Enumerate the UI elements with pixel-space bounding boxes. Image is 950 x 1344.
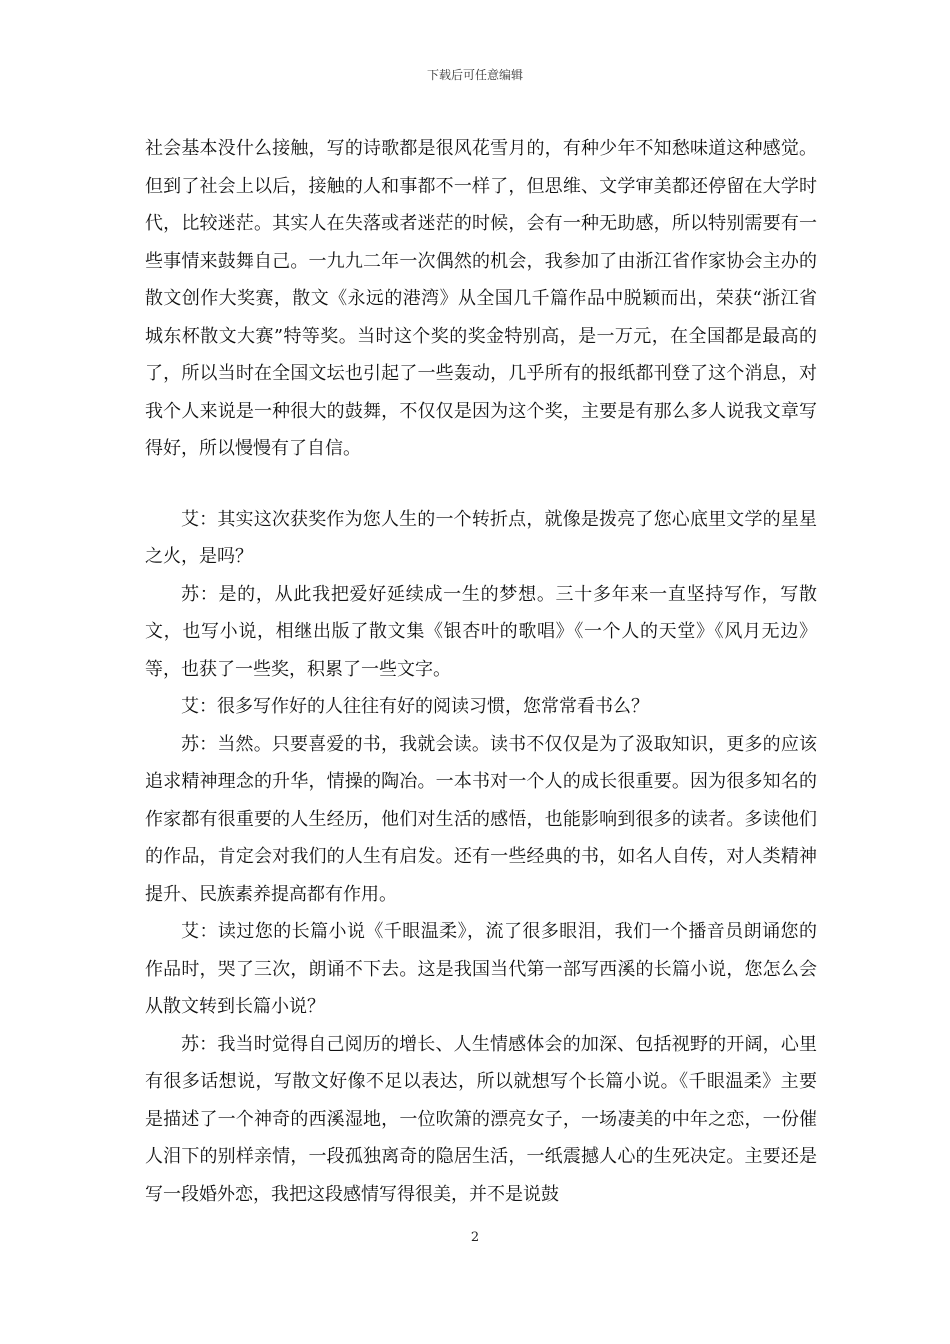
paragraph: 社会基本没什么接触，写的诗歌都是很风花雪月的，有种少年不知愁味道这种感觉。但到了社会上以后，接触的人和事都不一样了，但思维、文学审美都还停留在大学时代，比较迷茫。其实人在失落或者迷茫的时候，会有一种无助感，所以特别需要有一些事情来鼓舞自己。一九九二年一次偶然的机会，我参加了由浙江省作家协会主办的散文创作大奖赛，散文《永远的港湾》从全国几千篇作品中脱颖而出，荣获“浙江省城东杯散文大赛”特等奖。当时这个奖的奖金特别高，是一万元，在全国都是最高的了，所以当时在全国文坛也引起了一些轰动，几乎所有的报纸都刊登了这个消息，对我个人来说是一种很大的鼓舞，不仅仅是因为这个奖，主要是有那么多人说我文章写得好，所以慢慢有了自信。 (145, 138, 817, 459)
document-body (145, 130, 817, 1213)
paragraph-gap (145, 468, 817, 501)
paragraph: 艾：很多写作好的人往往有好的阅读习惯，您常常看书么？ (181, 696, 649, 717)
paragraph: 苏：是的，从此我把爱好延续成一生的梦想。三十多年来一直坚持写作，写散文，也写小说，相继出版了散文集《银杏叶的歌唱》《一个人的天堂》《风月无边》等，也获了一些奖，积累了一些文字。 (145, 583, 817, 680)
page-number: 2 (470, 1230, 480, 1245)
paragraph: 艾：其实这次获奖作为您人生的一个转折点，就像是拨亮了您心底里文学的星星之火，是吗？ (145, 508, 817, 567)
paragraph: 艾：读过您的长篇小说《千眼温柔》，流了很多眼泪，我们一个播音员朗诵您的作品时，哭了三次，朗诵不下去。这是我国当代第一部写西溪的长篇小说，您怎么会从散文转到长篇小说？ (145, 921, 817, 1017)
paragraph: 苏：当然。只要喜爱的书，我就会读。读书不仅仅是为了汲取知识，更多的应该追求精神理念的升华，情操的陶冶。一本书对一个人的成长很重要。因为很多知名的作家都有很重要的人生经历，他们对生活的感悟，也能影响到很多的读者。多读他们的作品，肯定会对我们的人生有启发。还有一些经典的书，如名人自传，对人类精神提升、民族素养提高都有作用。 (145, 733, 817, 905)
page-header: 下载后可任意编辑 (426, 68, 523, 82)
paragraph: 苏：我当时觉得自己阅历的增长、人生情感体会的加深、包括视野的开阔，心里有很多话想说，写散文好像不足以表达，所以就想写个长篇小说。《千眼温柔》主要是描述了一个神奇的西溪湿地，一位吹箫的漂亮女子，一场凄美的中年之恋，一份催人泪下的别样亲情，一段孤独离奇的隐居生活，一纸震撼人心的生死决定。主要还是写一段婚外恋，我把这段感情写得很美，并不是说鼓 (145, 1033, 817, 1205)
